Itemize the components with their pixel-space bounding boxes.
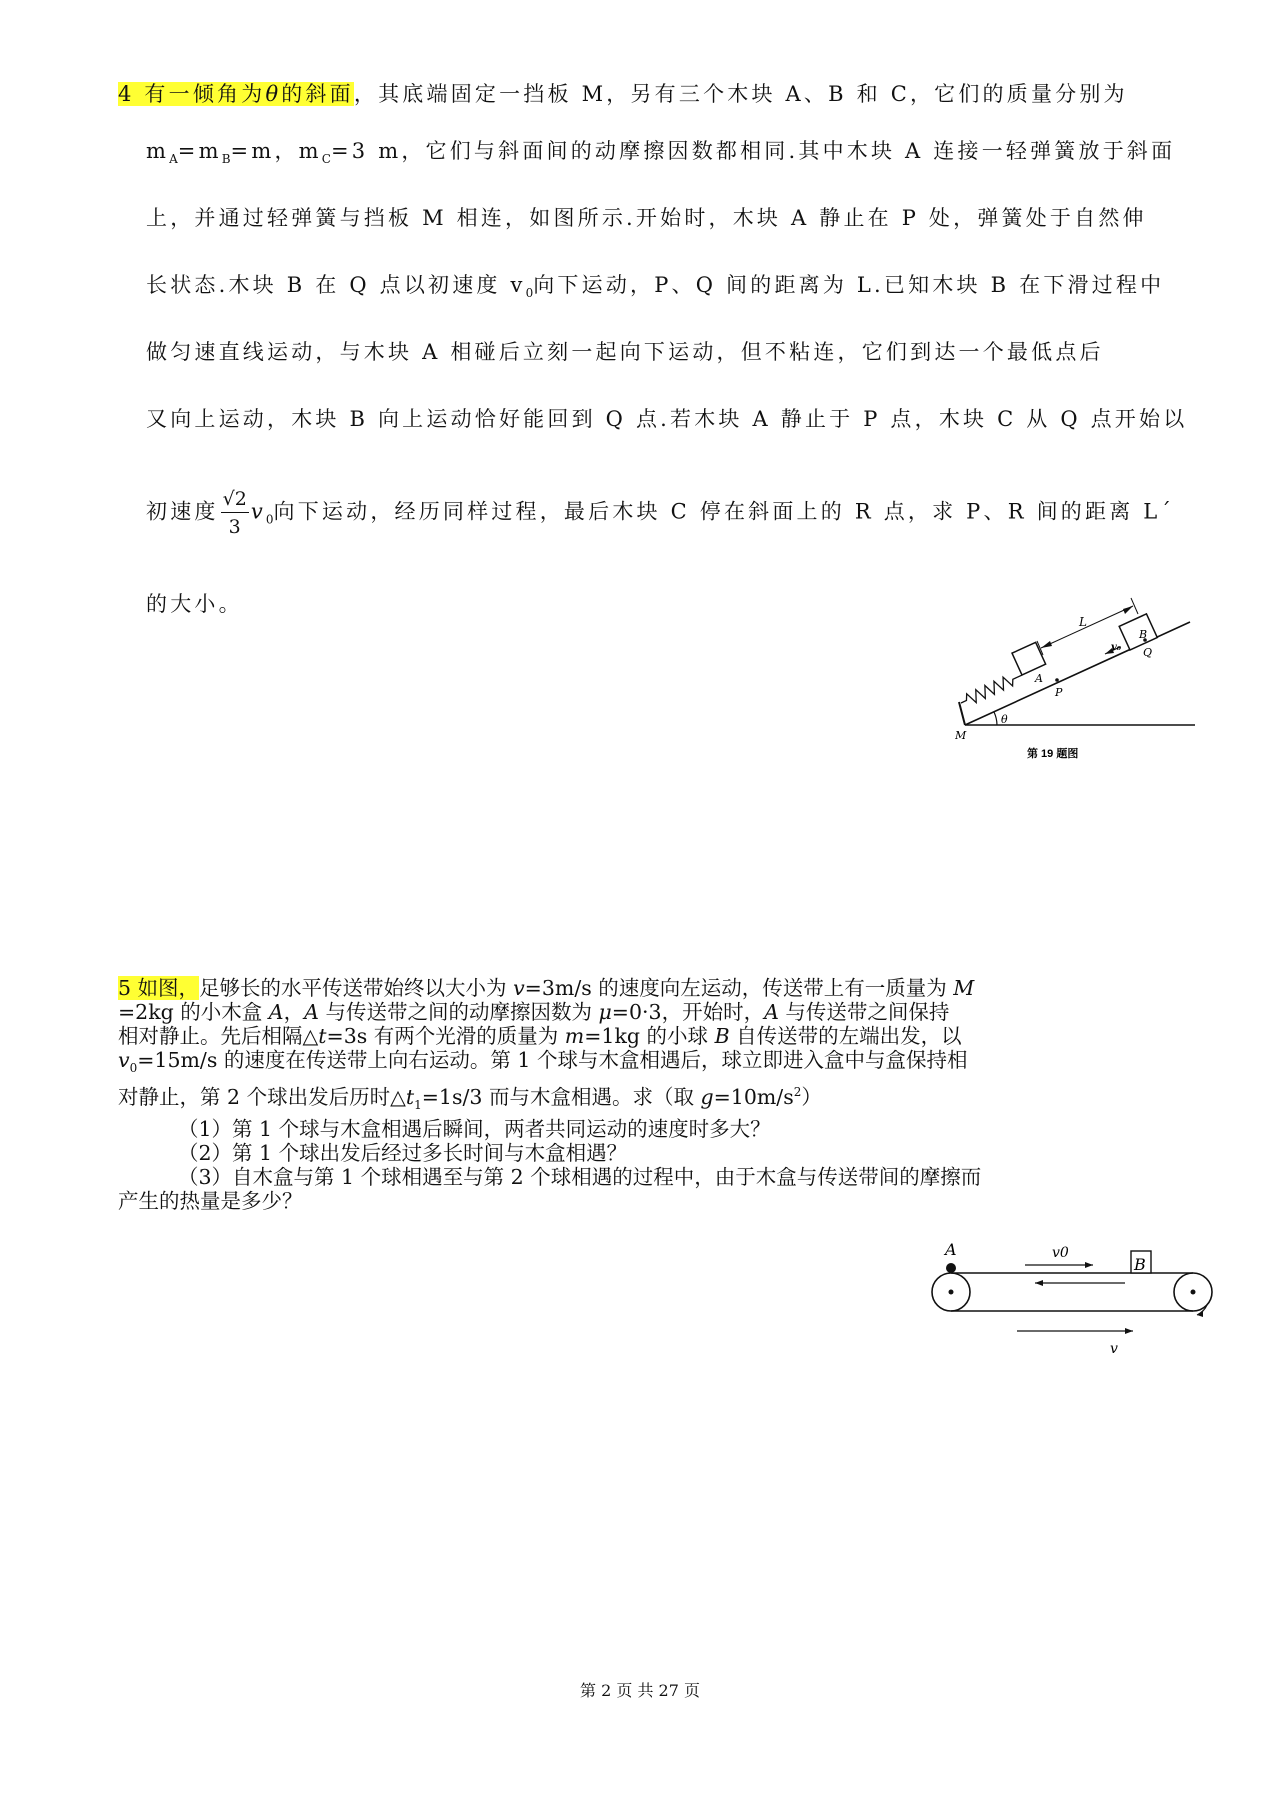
q4-line-7: 初速度 $\frac{√2}{3}$ $v_0$向下运动，经历同样过程，最后木块 C 停在斜面上的 R 点，求 P、R 间的距离 L´ (146, 488, 1175, 538)
q5-line-3: 相对静止。先后相隔△t=3s 有两个光滑的质量为 m=1kg 的小球 B 自传送带的左端出发，以 (118, 1024, 962, 1048)
v0-arrowhead (1085, 1262, 1093, 1268)
label-v0: v0 (1052, 1245, 1069, 1261)
label-b: B (1134, 1255, 1146, 1274)
q5-line-2: =2kg 的小木盒 A，A 与传送带之间的动摩擦因数为 μ=0·3，开始时，A 与传送带之间保持 (118, 1000, 950, 1024)
label-b: B (1139, 628, 1148, 641)
point-p (1055, 678, 1059, 682)
left-pulley-axle (949, 1290, 954, 1295)
label-p: P (1055, 686, 1063, 699)
belt-motion-arrowhead (1035, 1280, 1043, 1286)
q4-line-4: 长状态.木块 B 在 Q 点以初速度 $v_0$向下运动，P、Q 间的距离为 L.已知木块 B 在下滑过程中 (146, 273, 1165, 301)
q4-line-8: 的大小。 (146, 592, 243, 616)
q5-subquestion-3: （3）自木盒与第 1 个球相遇至与第 2 个球相遇的过程中，由于木盒与传送带间的摩擦而 (178, 1165, 982, 1190)
right-pulley-axle (1191, 1290, 1196, 1295)
q4-highlight: 4 有一倾角为θ的斜面 (118, 82, 354, 106)
label-v0: v₀ (1111, 642, 1122, 653)
question-5 (118, 976, 1180, 1213)
fraction-sqrt2-over-3: $\frac{√2}{3}$ (222, 488, 247, 538)
q5-subquestion-1: （1）第 1 个球与木盒相遇后瞬间，两者共同运动的速度时多大？ (178, 1117, 771, 1142)
page-footer: 第 2 页 共 27 页 (580, 1681, 700, 1700)
q4-line-6: 又向上运动，木块 B 向上运动恰好能回到 Q 点.若木块 A 静止于 P 点，木块 C 从 Q 点开始以 (146, 407, 1188, 431)
figure-caption: 第 19 题图 (1027, 748, 1079, 760)
q4-line-5: 做匀速直线运动，与木块 A 相碰后立刻一起向下运动，但不粘连，它们到达一个最低点后 (146, 340, 1104, 364)
q5-line-4: $v_0=15m/s$ 的速度在传送带上向右运动。第 1 个球与木盒相遇后，球立即进入盒中与盒保持相 (118, 1048, 968, 1076)
v-arrowhead (1125, 1328, 1133, 1334)
q4-line-2: $m_A=m_B=m$，$m_C=3$ m，它们与斜面间的动摩擦因数都相同.其中木块 A 连接一轻弹簧放于斜面 (146, 139, 1176, 167)
conveyor-diagram (925, 1235, 1225, 1365)
q4-line-1 (118, 78, 1128, 108)
q5-subquestion-2: （2）第 1 个球出发后经过多长时间与木盒相遇？ (178, 1141, 628, 1166)
label-m: M (955, 729, 967, 742)
label-a: A (1035, 672, 1043, 685)
dim-arrow-right (1123, 606, 1133, 614)
q5-line-5: 对静止，第 2 个球出发后历时$\triangle t_1=1s/3$ 而与木盒相遇。求（取 $g=10m/s^2$） (118, 1084, 822, 1113)
label-q: Q (1143, 646, 1153, 659)
dim-arrow-left (1041, 641, 1052, 648)
label-v: v (1110, 1341, 1118, 1357)
plate-m (959, 702, 965, 725)
label-l: L (1079, 615, 1087, 629)
q5-line-1: 5 如图，足够长的水平传送带始终以大小为 v=3m/s 的速度向左运动，传送带上有一质量为 M (118, 976, 975, 1000)
q4-line-1-text: ，其底端固定一挡板 M，另有三个木块 A、B 和 C，它们的质量分别为 (353, 82, 1128, 106)
q5-highlight: 5 如图， (118, 976, 200, 1000)
angle-arc (994, 712, 997, 725)
theta-symbol: θ (265, 82, 282, 106)
q4-line-3: 上，并通过轻弹簧与挡板 M 相连，如图所示.开始时，木块 A 静止在 P 处，弹簧处于自然伸 (146, 206, 1147, 230)
block-a (1012, 642, 1046, 675)
q5-subquestion-3-continued: 产生的热量是多少？ (118, 1189, 303, 1214)
label-a: A (945, 1240, 957, 1259)
label-theta: θ (1001, 713, 1008, 726)
ball-a (946, 1263, 956, 1273)
incline-diagram (955, 590, 1215, 765)
